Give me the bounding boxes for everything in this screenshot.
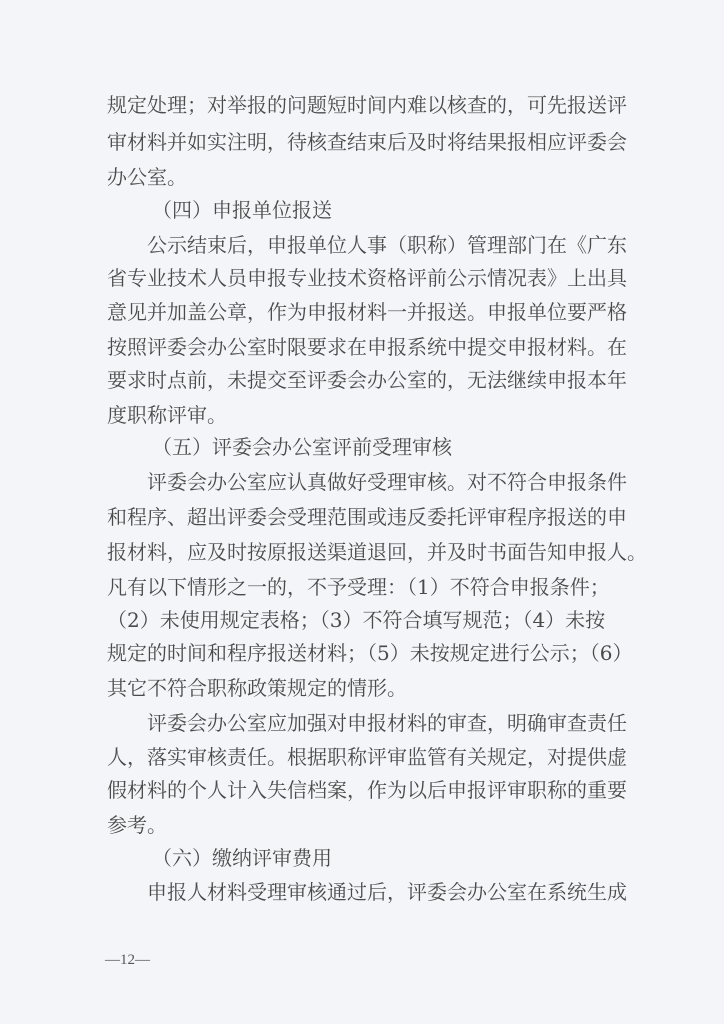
body-text-line: （2）未使用规定表格；（3）不符合填写规范；（4）未按 [107, 608, 606, 632]
body-text-line: 省专业技术人员申报专业技术资格评前公示情况表》上出具 [107, 266, 627, 290]
body-text-line: 规定的时间和程序报送材料；（5）未按规定进行公示；（6） [107, 641, 633, 665]
body-text-line: 规定处理；对举报的问题短时间内难以核查的，可先报送评 [107, 93, 627, 117]
body-text-line: 评委会办公室应加强对申报材料的审查，明确审查责任 [147, 711, 627, 735]
body-text-line: 意见并加盖公章，作为申报材料一并报送。申报单位要严格 [107, 300, 627, 324]
body-text-line: 公示结束后，申报单位人事（职称）管理部门在《广东 [147, 233, 627, 257]
body-text-line: 按照评委会办公室时限要求在申报系统中提交申报材料。在 [107, 335, 627, 359]
body-text-line: 办公室。 [107, 165, 187, 189]
body-text-line: 人，落实审核责任。根据职称评审监管有关规定，对提供虚 [107, 745, 627, 769]
body-text-line: 报材料，应及时按原报送渠道退回，并及时书面告知申报人。 [107, 540, 647, 564]
body-text-line: 和程序、超出评委会受理范围或违反委托评审程序报送的申 [107, 505, 627, 529]
section-heading-6: （六）缴纳评审费用 [152, 846, 332, 870]
body-text-line: 其它不符合职称政策规定的情形。 [107, 676, 407, 700]
page-number: —12— [105, 952, 150, 968]
section-heading-5: （五）评委会办公室评前受理审核 [152, 435, 452, 459]
body-text-line: 度职称评审。 [107, 403, 227, 427]
body-text-line: 审材料并如实注明，待核查结束后及时将结果报相应评委会 [107, 130, 627, 154]
body-text-line: 申报人材料受理审核通过后，评委会办公室在系统生成 [147, 880, 627, 904]
body-text-line: 要求时点前，未提交至评委会办公室的，无法继续申报本年 [107, 368, 627, 392]
section-heading-4: （四）申报单位报送 [152, 198, 332, 222]
body-text-line: 参考。 [107, 813, 167, 837]
body-text-line: 凡有以下情形之一的，不予受理：（1）不符合申报条件； [107, 575, 610, 599]
body-text-line: 假材料的个人计入失信档案，作为以后申报评审职称的重要 [107, 778, 627, 802]
body-text-line: 评委会办公室应认真做好受理审核。对不符合申报条件 [147, 470, 627, 494]
